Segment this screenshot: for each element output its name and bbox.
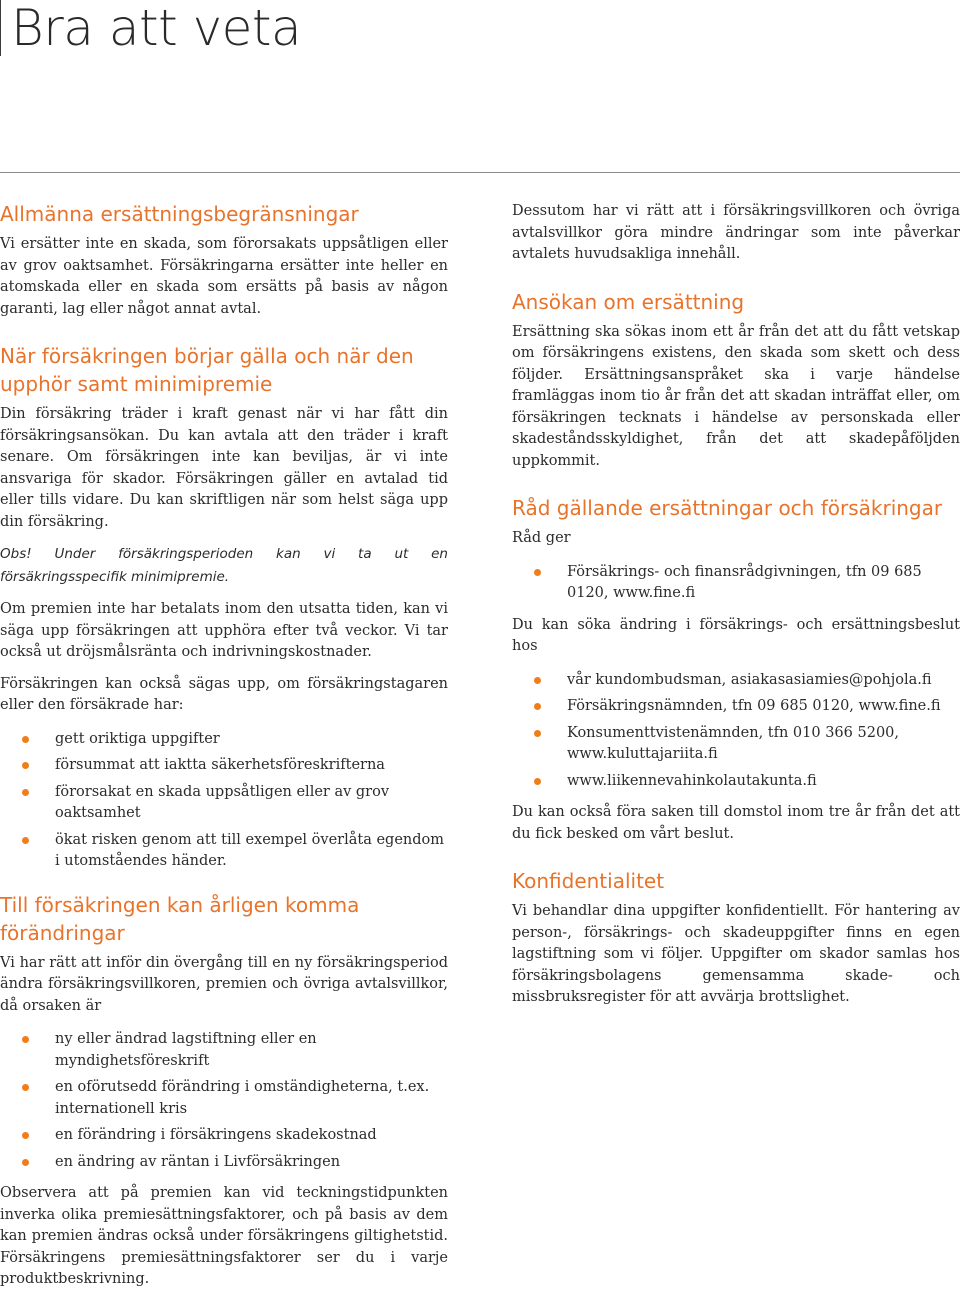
paragraph: Du kan också föra saken till domstol inom tre år från det att du fick besked om vårt beslut.	[512, 804, 960, 842]
page-title: Bra att veta	[0, 0, 301, 56]
list-item: Konsumenttvistenämnden, tfn 010 366 5200, www.kuluttajariita.fi	[512, 723, 960, 766]
list-item: en ändring av räntan i Livförsäkringen	[0, 1152, 448, 1174]
paragraph: Vi har rätt att inför din övergång till en ny försäkringsperiod ändra försäkringsvillkoren, premien och övriga avtalsvillkor, då orsaken är	[0, 954, 448, 1014]
list-item: en oförutsedd förändring i omständigheterna, t.ex. internationell kris	[0, 1077, 448, 1120]
left-column	[0, 200, 448, 1301]
list-item: www.liikennevahinkolautakunta.fi	[512, 771, 960, 793]
bullet-list	[0, 729, 448, 873]
obs-note: Obs! Under försäkringsperioden kan vi ta ut en försäkringsspecifik minimipremie.	[0, 546, 448, 585]
list-item: Försäkringsnämnden, tfn 09 685 0120, www.fine.fi	[512, 696, 960, 718]
paragraph: Försäkringen kan också sägas upp, om försäkringstagaren eller den försäkrade har:	[0, 675, 448, 713]
list-item: ny eller ändrad lagstiftning eller en myndighetsföreskrift	[0, 1029, 448, 1072]
paragraph: Vi behandlar dina uppgifter konfidentiellt. För hantering av person-, försäkrings- och skadeuppgifter finns en egen lagstiftning som vi följer. Uppgifter om skador samlas hos försäkringsbolagens gemensamma skade- och missbruksregister för att avvärja brottslighet.	[512, 903, 960, 1005]
list-item: ökat risken genom att till exempel överlåta egendom i utomståendes händer.	[0, 830, 448, 873]
bullet-list	[0, 1029, 448, 1173]
list-item: förorsakat en skada uppsåtligen eller av grov oaktsamhet	[0, 782, 448, 825]
divider	[0, 172, 960, 173]
paragraph: Om premien inte har betalats inom den utsatta tiden, kan vi säga upp försäkringen att upphöra efter två veckor. Vi tar också ut dröjsmålsränta och indrivningskostnader.	[0, 601, 448, 660]
paragraph: Din försäkring träder i kraft genast när vi har fått din försäkringsansökan. Du kan avtala att den träder i kraft senare. Om försäkringen inte kan beviljas, är vi inte ansvariga för skador. Försäkringen gäller en avtalad tid eller tills vidare. Du kan skriftligen när som helst säga upp din försäkring.	[0, 406, 448, 530]
list-item: Försäkrings- och finansrådgivningen, tfn 09 685 0120, www.fine.fi	[512, 562, 960, 605]
heading-general-limits: Allmänna ersättningsbegränsningar	[0, 202, 359, 226]
heading-claims: Ansökan om ersättning	[512, 289, 745, 314]
paragraph: Ersättning ska sökas inom ett år från det att du fått vetskap om försäkringens existens, den skada som skett och dess följder. Ersättningsanspråket ska i varje händelse framläggas inom tio år från det att skadan inträffat eller, om försäkringen tecknats i händelse av personskada eller skadeståndsskyldighet, från det att skadepåföljden uppkommit.	[512, 323, 960, 469]
list-item: försummat att iaktta säkerhetsföreskrifterna	[0, 755, 448, 777]
bullet-list	[512, 562, 960, 605]
paragraph: Vi ersätter inte en skada, som förorsakats uppsåtligen eller av grov oaktsamhet. Försäkringarna ersätter inte heller en atomskada eller en skada som ersätts på basis av någon garanti, lag eller något annat avtal.	[0, 236, 448, 317]
heading-advice: Råd gällande ersättningar och försäkringar	[512, 496, 943, 520]
paragraph: Observera att på premien kan vid teckningstidpunkten inverka olika premiesättningsfaktorer, och på basis av dem kan premien ändras också under försäkringens giltighetstid. Försäkringens premiesättningsfaktorer ser du i varje produktbeskrivning.	[0, 1185, 448, 1287]
list-item: en förändring i försäkringens skadekostnad	[0, 1125, 448, 1147]
paragraph: Dessutom har vi rätt att i försäkringsvillkoren och övriga avtalsvillkor göra mindre ändringar som inte påverkar avtalets huvudsakliga innehåll.	[512, 203, 960, 262]
paragraph: Råd ger	[512, 530, 571, 546]
paragraph: Du kan söka ändring i försäkrings- och ersättningsbeslut hos	[512, 616, 960, 654]
bullet-list	[512, 670, 960, 793]
right-column	[512, 201, 960, 1019]
heading-confidentiality: Konfidentialitet	[512, 869, 665, 893]
list-item: gett oriktiga uppgifter	[0, 729, 448, 751]
list-item: vår kundombudsman, asiakasasiamies@pohjola.fi	[512, 670, 960, 692]
heading-annual-changes: Till försäkringen kan årligen komma förändringar	[0, 892, 360, 945]
heading-validity: När försäkringen börjar gälla och när den upphör samt minimipremie	[0, 344, 414, 396]
